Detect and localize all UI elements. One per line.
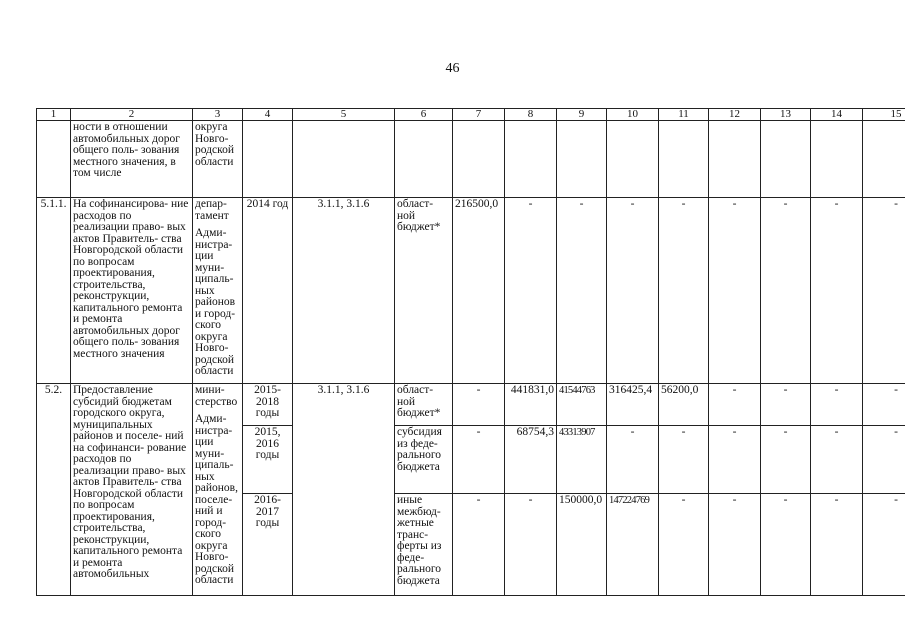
funding-source: област- ной бюджет* [395,384,453,426]
value-cell: 316425,4 [607,384,659,426]
value-cell: - [607,426,659,494]
executor [193,198,243,384]
value-cell: - [659,198,709,384]
executor [193,384,243,596]
measure-name: Предоставление субсидий бюджетам городского округа, муниципальных районов и поселе- ний на софинанси- рование расходов по реализации право- вых актов Правитель- ства Новгородской области по вопросам проектирования, строительства, реконструкции, капитального ремонта и ремонта автомобильных [71,384,193,596]
header-cell: 1 [37,109,71,121]
header-cell: 4 [243,109,293,121]
header-cell: 15 [863,109,905,121]
header-cell: 7 [453,109,505,121]
value-cell: 41544763 [557,384,607,426]
value-cell: - [761,384,811,426]
executor: округа Новго- родской области [193,121,243,198]
period: 2015- 2018 годы [243,384,293,426]
value-cell: - [811,426,863,494]
measure-name: ности в отношении автомобильных дорог общего поль- зования местного значения, в том числе [71,121,193,198]
indicators: 3.1.1, 3.1.6 [293,198,395,384]
executor-line: депар- тамент [195,198,229,222]
header-cell: 14 [811,109,863,121]
value-cell: - [659,426,709,494]
value-cell: 441831,0 [505,384,557,426]
period: 2016- 2017 годы [243,494,293,596]
value-cell: - [761,494,811,596]
value-cell: - [453,494,505,596]
header-cell: 8 [505,109,557,121]
value-cell: - [505,494,557,596]
value-cell: 43313907 [557,426,607,494]
header-row [37,109,905,121]
header-cell: 10 [607,109,659,121]
funding-source: субсидия из феде- рального бюджета [395,426,453,494]
value-cell: - [761,198,811,384]
value-cell: - [659,494,709,596]
header-cell: 5 [293,109,395,121]
indicators: 3.1.1, 3.1.6 [293,384,395,596]
funding-source: иные межбюд- жетные транс- ферты из феде- рального бюджета [395,494,453,596]
header-cell: 12 [709,109,761,121]
value-cell: - [709,384,761,426]
header-cell: 11 [659,109,709,121]
period: 2014 год [243,198,293,384]
program-table [36,108,905,596]
header-cell: 3 [193,109,243,121]
value-cell: 216500,0 [453,198,505,384]
measure-name: На софинансирова- ние расходов по реализации право- вых актов Правитель- ства Новгородской области по вопросам проектирования, строительства, реконструкции, капитального ремонта и ремонта автомобильных дорог общего поль- зования местного значения [71,198,193,384]
table-row [37,198,905,384]
value-cell: - [709,426,761,494]
executor-line: Адми- нистра- ции муни- ципаль- ных районов, поселе- ний и город- ского округа Новго- родской области [195,413,238,586]
value-cell: - [863,198,905,384]
funding-source: област- ной бюджет* [395,198,453,384]
value-cell: - [811,384,863,426]
executor-line: Адми- нистра- ции муни- ципаль- ных районов и город- ского округа Новго- родской области [195,227,236,377]
value-cell: - [761,426,811,494]
value-cell: - [557,198,607,384]
row-number: 5.1.1. [37,198,71,384]
header-cell: 6 [395,109,453,121]
header-cell: 9 [557,109,607,121]
table-row [37,121,905,198]
value-cell: - [811,494,863,596]
value-cell: - [863,494,905,596]
table-row [37,384,905,426]
value-cell: - [709,198,761,384]
value-cell: - [811,198,863,384]
value-cell: - [505,198,557,384]
header-cell: 2 [71,109,193,121]
value-cell: - [863,426,905,494]
value-cell: - [863,384,905,426]
value-cell: 68754,3 [505,426,557,494]
page-number: 46 [445,61,460,76]
value-cell: 147224769 [607,494,659,596]
row-number: 5.2. [37,384,71,596]
value-cell: - [709,494,761,596]
value-cell: - [607,198,659,384]
value-cell: 56200,0 [659,384,709,426]
period: 2015, 2016 годы [243,426,293,494]
value-cell: - [453,426,505,494]
value-cell: - [453,384,505,426]
value-cell: 150000,0 [557,494,607,596]
executor-line: мини- стерство [195,384,238,408]
header-cell: 13 [761,109,811,121]
